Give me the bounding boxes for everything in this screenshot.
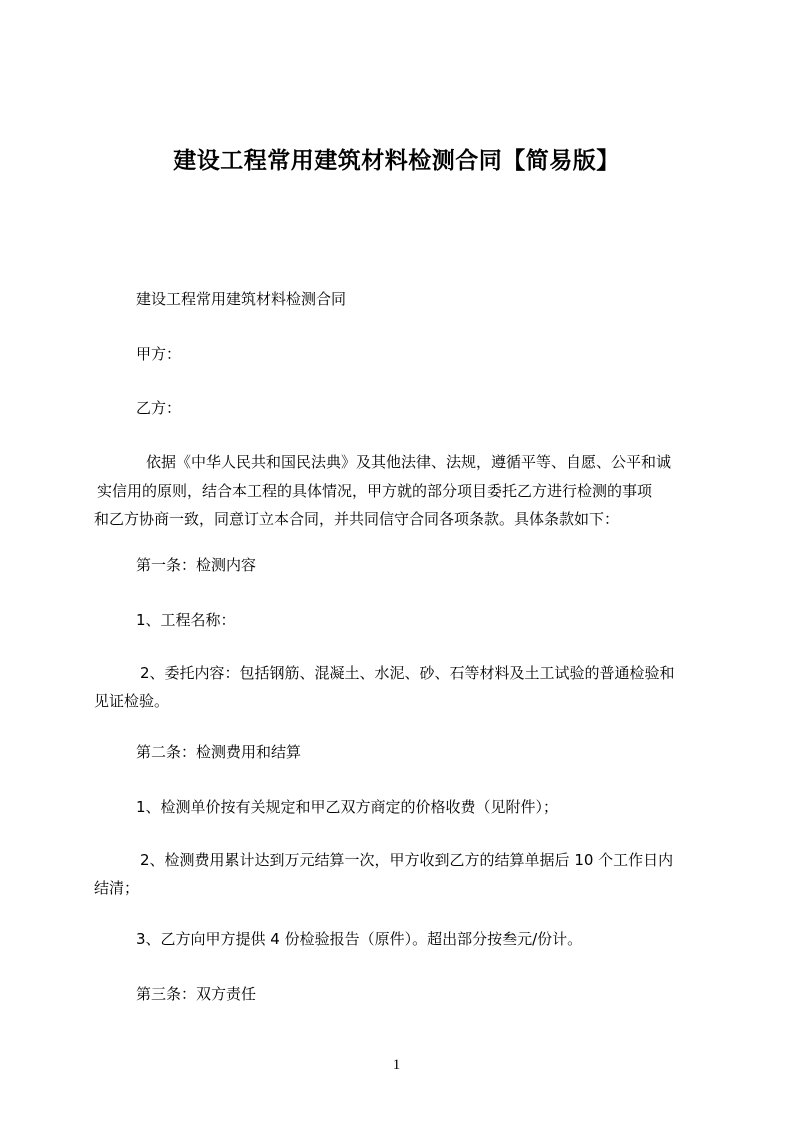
contract-heading: 建设工程常用建筑材料检测合同: [136, 290, 347, 308]
document-title: 建设工程常用建筑材料检测合同【简易版】: [173, 148, 620, 174]
fee-item-2-line-1: 2、检测费用累计达到万元结算一次，甲方收到乙方的结算单据后 10 个工作日内: [140, 851, 674, 869]
party-a-label: 甲方：: [136, 345, 182, 363]
preamble-line-3: 和乙方协商一致，同意订立本合同，并共同信守合同各项条款。具体条款如下：: [94, 510, 620, 528]
entrust-content-line-1: 2、委托内容：包括钢筋、混凝土、水泥、砂、石等材料及土工试验的普通检验和: [140, 664, 675, 682]
party-b-label: 乙方：: [136, 399, 182, 417]
project-name-item: 1、工程名称：: [136, 611, 236, 629]
fee-item-3: 3、乙方向甲方提供 4 份检验报告（原件）。超出部分按叁元/份计。: [136, 930, 583, 948]
article-2-heading: 第二条：检测费用和结算: [136, 743, 302, 761]
article-3-heading: 第三条：双方责任: [136, 985, 257, 1003]
fee-item-2-line-2: 结清；: [94, 879, 140, 897]
page-number: 1: [392, 1057, 401, 1073]
preamble-line-1: 依据《中华人民共和国民法典》及其他法律、法规，遵循平等、自愿、公平和诚: [146, 453, 672, 471]
article-1-heading: 第一条：检测内容: [136, 556, 257, 574]
fee-item-1: 1、检测单价按有关规定和甲乙双方商定的价格收费（见附件）；: [136, 798, 559, 816]
preamble-line-2: 实信用的原则，结合本工程的具体情况，甲方就的部分项目委托乙方进行检测的事项: [97, 482, 653, 500]
entrust-content-line-2: 见证检验。: [94, 692, 170, 710]
